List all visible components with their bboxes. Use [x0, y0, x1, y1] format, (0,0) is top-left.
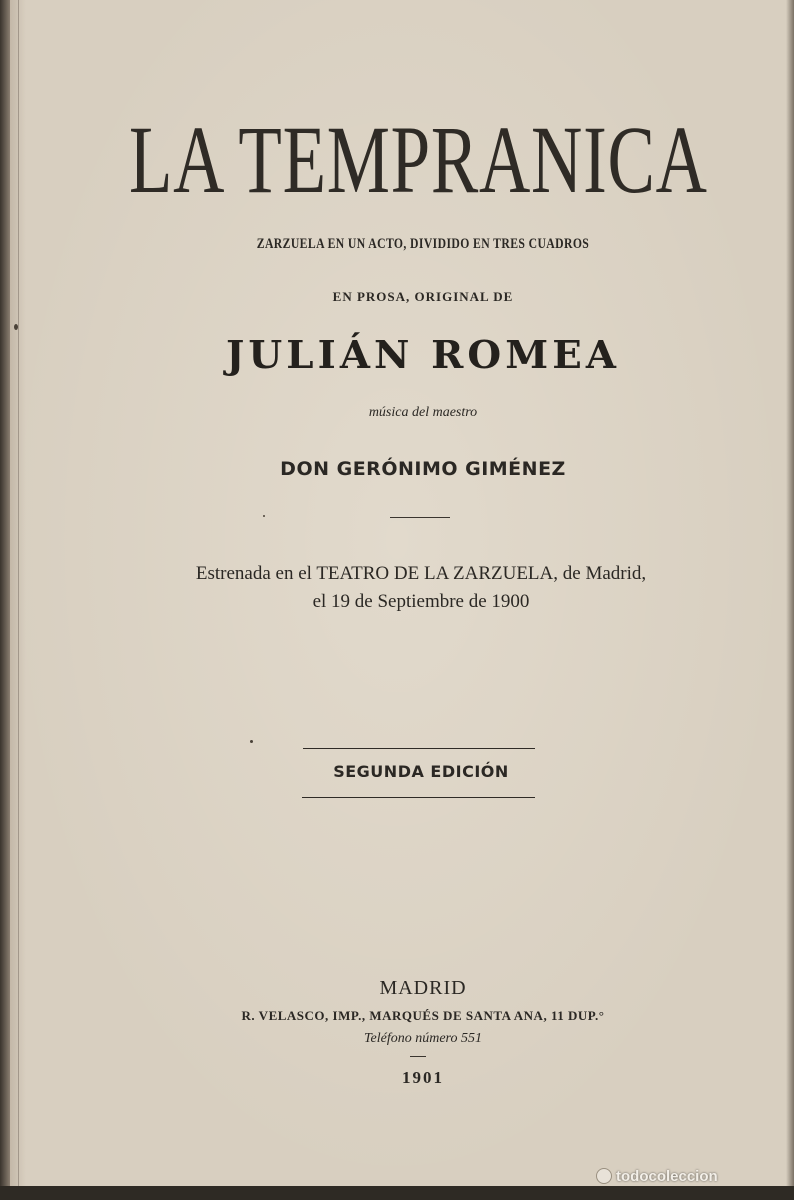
imprint-phone: Teléfono número 551 — [364, 1031, 482, 1046]
premiere-line-2: el 19 de Septiembre de 1900 — [312, 591, 530, 612]
page-bottom-edge — [0, 1186, 794, 1200]
book-binding — [0, 0, 10, 1200]
genre-description: ZARZUELA EN UN ACTO, DIVIDIDO EN TRES CUADROS — [256, 236, 590, 252]
imprint-printer: R. VELASCO, IMP., MARQUÉS DE SANTA ANA, 11 DUP.° — [241, 1008, 605, 1023]
short-divider — [390, 517, 450, 518]
watermark — [596, 1166, 786, 1186]
book-title: LA TEMPRANICA — [128, 106, 708, 213]
author-name: JULIÁN ROMEA — [225, 332, 620, 377]
edition-rule-bottom — [302, 797, 535, 798]
premiere-line-1: Estrenada en el TEATRO DE LA ZARZUELA, de Madrid, — [195, 563, 647, 584]
music-credit-line: música del maestro — [368, 405, 478, 420]
imprint-city: MADRID — [379, 977, 467, 999]
paper-speck — [14, 324, 18, 330]
page-fold-line — [18, 0, 19, 1200]
circle-logo-icon — [596, 1168, 612, 1184]
paper-speck — [263, 515, 265, 517]
watermark-text: todocoleccion — [616, 1167, 718, 1185]
composer-name: DON GERÓNIMO GIMÉNEZ — [280, 458, 566, 480]
edition-rule-top — [303, 748, 535, 749]
paper-speck — [250, 740, 253, 743]
imprint-year: 1901 — [402, 1068, 444, 1087]
original-by-line: EN PROSA, ORIGINAL DE — [332, 289, 514, 304]
edition-label: SEGUNDA EDICIÓN — [333, 762, 509, 781]
imprint-divider — [410, 1056, 426, 1057]
